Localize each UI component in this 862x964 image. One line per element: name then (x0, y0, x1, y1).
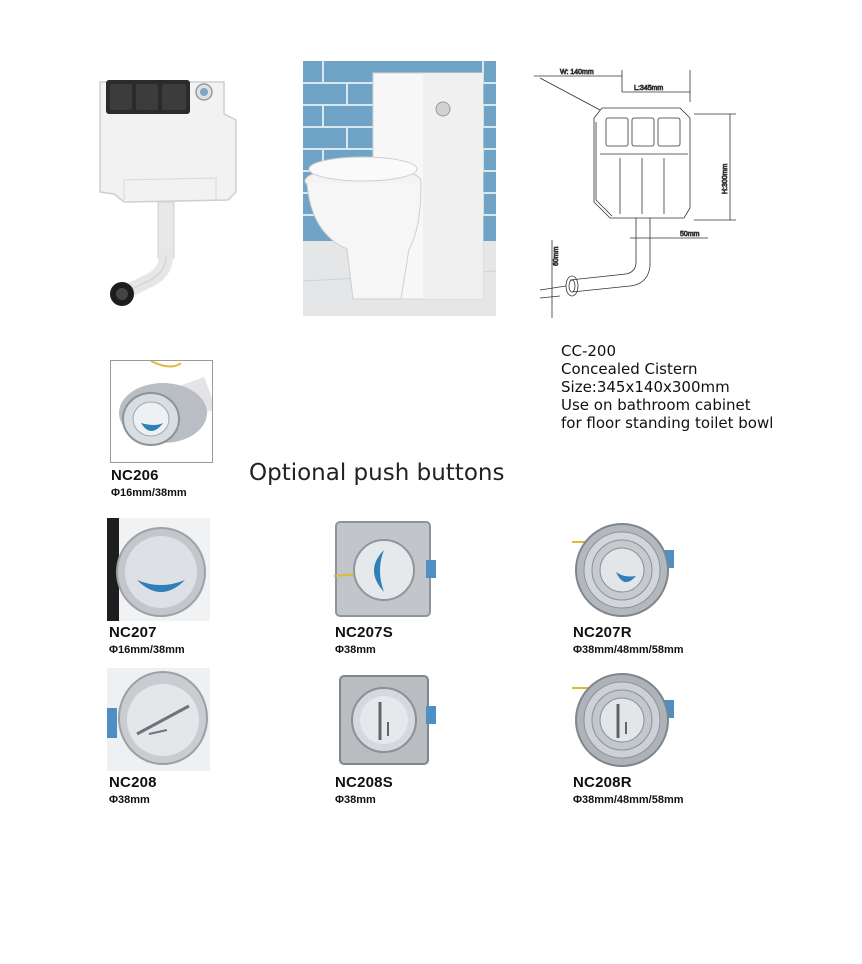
code-nc207s: NC207S (335, 624, 393, 641)
drop-label: 60mm (553, 246, 560, 266)
size-nc207r: Φ38mm/48mm/58mm (573, 644, 684, 656)
size-nc207s: Φ38mm (335, 644, 376, 656)
product-usage-line1: Use on bathroom cabinet (561, 396, 751, 414)
product-name: Concealed Cistern (561, 360, 698, 378)
size-nc208: Φ38mm (109, 794, 150, 806)
button-photo-nc207r (572, 520, 674, 620)
cistern-photo (96, 74, 246, 312)
size-nc207: Φ16mm/38mm (109, 644, 185, 656)
width-label: W: 140mm (560, 69, 594, 76)
code-nc207r: NC207R (573, 624, 632, 641)
outlet-label: 50mm (680, 231, 700, 238)
size-nc208s: Φ38mm (335, 794, 376, 806)
code-nc208r: NC208R (573, 774, 632, 791)
dimension-diagram (530, 62, 762, 324)
button-photo-nc208r (572, 670, 674, 770)
button-photo-nc207s (334, 520, 436, 620)
height-label: H:300mm (722, 163, 729, 194)
product-size: Size:345x140x300mm (561, 378, 730, 396)
button-photo-nc208s (334, 670, 436, 770)
length-label: L:345mm (634, 85, 664, 92)
size-nc206: Φ16mm/38mm (111, 487, 187, 499)
bathroom-photo (303, 61, 496, 316)
product-description (561, 342, 773, 432)
button-photo-nc208 (107, 668, 210, 771)
code-nc207: NC207 (109, 624, 157, 641)
code-nc208s: NC208S (335, 774, 393, 791)
size-nc208r: Φ38mm/48mm/58mm (573, 794, 684, 806)
button-photo-nc207 (107, 518, 210, 621)
section-heading: Optional push buttons (249, 460, 505, 486)
product-usage-line2: for floor standing toilet bowl (561, 414, 774, 432)
product-model: CC-200 (561, 342, 616, 360)
code-nc208: NC208 (109, 774, 157, 791)
code-nc206: NC206 (111, 467, 159, 484)
button-photo-nc206 (110, 360, 213, 463)
